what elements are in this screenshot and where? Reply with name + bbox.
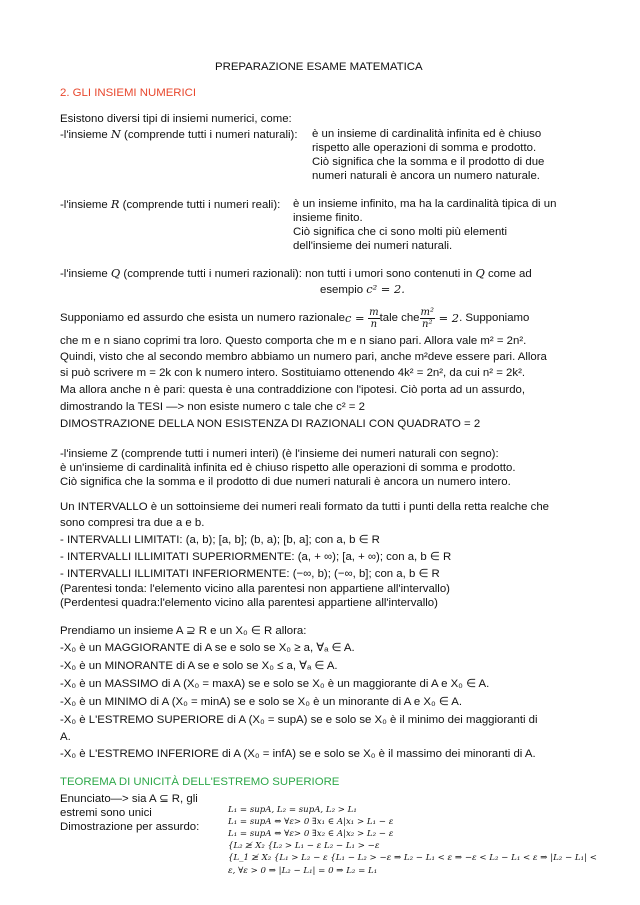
r-set-line-1: è un insieme infinito, ma ha la cardinalità tipica di un [293,198,557,210]
bounds-line-1: Prendiamo un insieme A ⊇ R e un X₀ ∈ R allora: [60,625,307,637]
proof-step-5: {L_1 ≱ X₂ {L₁ > L₂ − ε {L₁ − L₂ > −ε ⇒ L₂ − L₁ < ε ⇒ −ε < L₂ − L₁ < ε ⇒ |L₂ − L₁| < [228,853,597,863]
intervals-line-7: (Perdentesi quadra:l'elemento vicino alla parentesi appartiene all'intervallo) [60,597,438,609]
r-set-line-2: insieme finito. [293,212,363,224]
proof-step-3: L₁ = supA ⇔ ∀ε> 0 ∃x₂ ∈ A|x₂ > L₂ − ε [228,829,394,839]
r-set-line-3: Ciò significa che ci sono molti più elementi [293,226,507,238]
n-set-line-1: è un insieme di cardinalità infinita ed è chiuso [312,128,542,140]
fraction-m2-n2: $\frac{\text{m²}}{\text{n²}}$ [420,306,435,330]
bounds-line-8: -X₀ è L'ESTREMO INFERIORE di A (X₀ = infA) se e solo se X₀ è il massimo dei minoranti di A. [60,748,536,760]
proof-step-1: L₁ = supA, L₂ = supA, L₂ > L₁ [228,805,357,815]
q-set-label: -l'insieme Q (comprende tutti i numeri razionali): non tutti i umori sono contenuti in Q come ad [60,266,532,280]
z-set-line-3: Ciò significa che la somma e il prodotto di due numeri naturali è ancora un numero intero. [60,476,511,488]
z-set-line-1: -l'insieme Z (comprende tutti i numeri interi) (è l'insieme dei numeri naturali con segno): [60,448,499,460]
z-set-line-2: è un'insieme di cardinalità infinita ed è chiuso rispetto alle operazioni di somma e prodotto. [60,462,516,474]
section-heading: 2. GLI INSIEMI NUMERICI [60,87,197,99]
proof-line-4: si può scrivere m = 2k con k numero intero. Sostituiamo ottenendo 4k² = 2n², da cui n² = 2k². [60,367,526,379]
proof-step-2: L₁ = supA ⇔ ∀ε> 0 ∃x₁ ∈ A|x₁ > L₁ − ε [228,817,394,827]
proof-step-6: ε, ∀ε > 0 ⇒ |L₂ − L₁| = 0 ⇒ L₂ = L₁ [228,866,378,876]
intervals-line-2: sono compresi tra due a e b. [60,517,205,529]
intro-text: Esistono diversi tipi di insiemi numerici, come: [60,113,292,125]
n-set-line-2: rispetto alle operazioni di somma e prodotto. [312,142,537,154]
proof-line-1: Supponiamo ed assurdo che esista un numero razionale c = $\frac{m}{n}$ tale che $\frac{\text{m²}}{\text{n²}}$ = 2 . Supponiamo [60,306,530,330]
intervals-line-3: - INTERVALLI LIMITATI: (a, b); [a, b]; (b, a); [b, a]; con a, b ∈ R [60,534,380,546]
proof-line-5: Ma allora anche n è pari: questa è una contraddizione con l'ipotesi. Ciò porta ad un assurdo, [60,384,526,396]
proof-line-3: Quindi, visto che al secondo membro abbiamo un numero pari, anche m²deve essere pari. Allora [60,351,547,363]
n-set-line-3: Ciò significa che la somma e il prodotto di due [312,156,545,168]
theorem-proof-label: Dimostrazione per assurdo: [60,821,200,833]
proof-line-7: DIMOSTRAZIONE DELLA NON ESISTENZA DI RAZIONALI CON QUADRATO = 2 [60,418,481,430]
intervals-line-1: Un INTERVALLO è un sottoinsieme dei numeri reali formato da tutti i punti della retta realche che [60,501,549,513]
intervals-line-5: - INTERVALLI ILLIMITATI INFERIORMENTE: (−∞, b); (−∞, b]; con a, b ∈ R [60,568,440,580]
proof-line-2: che m e n siano coprimi tra loro. Questo comporta che m e n siano pari. Allora vale m² = 2n². [60,335,527,347]
bounds-line-4: -X₀ è un MASSIMO di A (X₀ = maxA) se e solo se X₀ è un maggiorante di A e X₀ ∈ A. [60,678,490,690]
intervals-line-6: (Parentesi tonda: l'elemento vicino alla parentesi non appartiene all'intervallo) [60,583,450,595]
n-set-line-4: numeri naturali è ancora un numero naturale. [312,170,540,182]
intervals-line-4: - INTERVALLI ILLIMITATI SUPERIORMENTE: (a, + ∞); [a, + ∞); con a, b ∈ R [60,551,452,563]
proof-step-4: {L₂ ≱ X₂ {L₂ > L₁ − ε L₂ − L₁ > −ε [228,841,380,851]
n-set-label: -l'insieme N (comprende tutti i numeri naturali): [60,127,298,141]
theorem-statement: Enunciato—> sia A ⊆ R, gli [60,793,198,805]
bounds-line-5: -X₀ è un MINIMO di A (X₀ = minA) se e solo se X₀ è un minorante di A e X₀ ∈ A. [60,696,463,708]
bounds-line-6: -X₀ è L'ESTREMO SUPERIORE di A (X₀ = supA) se e solo se X₀ è il minimo dei maggioranti di [60,714,538,726]
r-set-label: -l'insieme R (comprende tutti i numeri reali): [60,197,281,211]
proof-line-6: dimostrando la TESI —> non esiste numero c tale che c² = 2 [60,401,365,413]
r-set-line-4: dell'insieme dei numeri naturali. [293,240,453,252]
fraction-m-n: $\frac{m}{n}$ [369,306,379,330]
theorem-statement-2: estremi sono unici [60,807,152,819]
page-title: PREPARAZIONE ESAME MATEMATICA [215,61,423,73]
bounds-line-7: A. [60,731,71,743]
q-set-example: esempio c² = 2. [320,282,405,296]
bounds-line-3: -X₀ è un MINORANTE di A se e solo se X₀ ≤ a, ∀ₐ ∈ A. [60,660,338,672]
theorem-heading: TEOREMA DI UNICITÀ DELL'ESTREMO SUPERIORE [60,776,340,788]
bounds-line-2: -X₀ è un MAGGIORANTE di A se e solo se X₀ ≥ a, ∀ₐ ∈ A. [60,642,355,654]
